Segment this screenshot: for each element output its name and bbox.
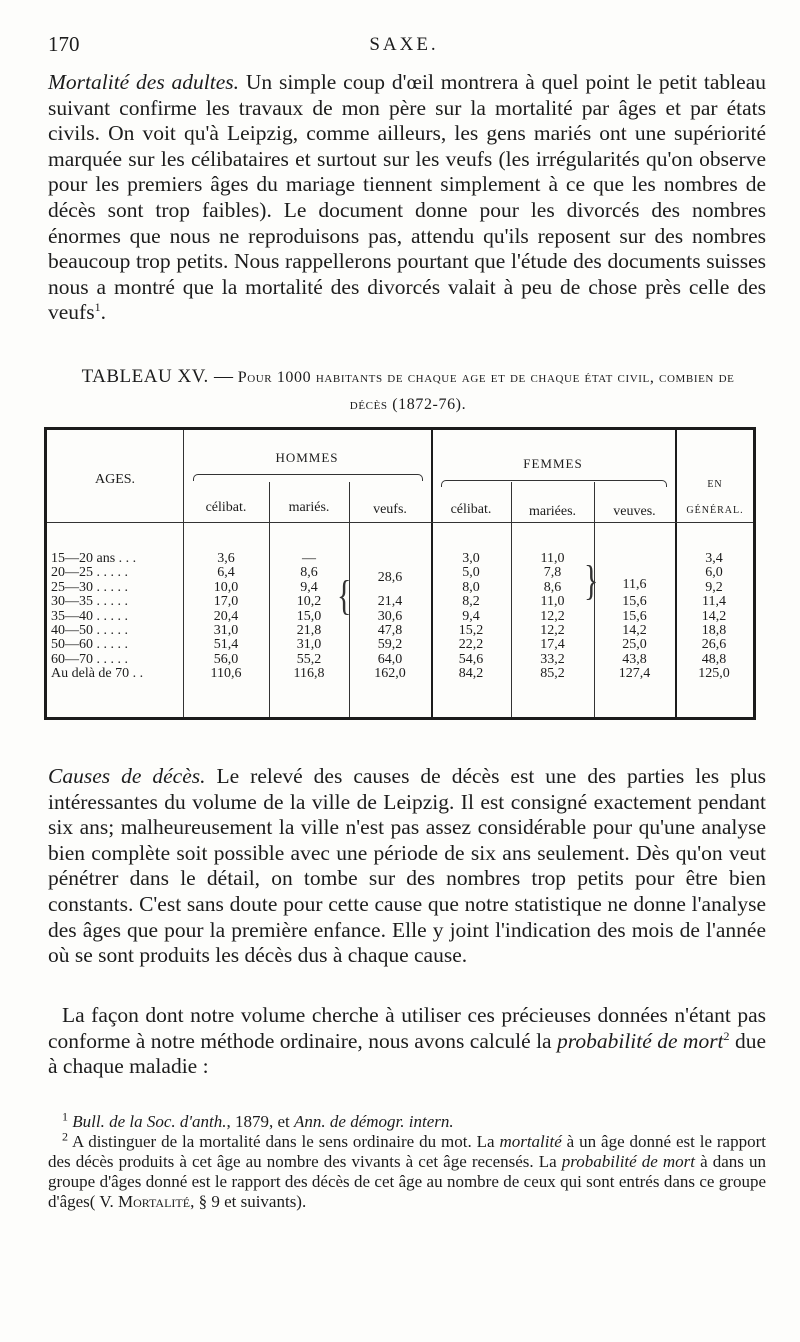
table-cell-g: 11,4 [702,594,726,610]
header-hommes: HOMMES [275,450,339,465]
table-cell-fv: 127,4 [618,666,651,682]
table-cell-g: 125,0 [698,666,730,682]
table-cell-hm: 9,4 [300,579,318,595]
table-caption-text: Pour 1000 habitants de chaque age et de chaque état civil, combien de décès (1872-76). [237,369,735,413]
table-row [47,610,753,624]
header-ages: AGES. [94,472,136,487]
header-femmes: FEMMES [523,456,583,471]
subheader-hommes-veufs: veufs. [373,502,407,517]
paragraph-causes-deces [48,764,766,969]
table-cell-hm: 10,2 [296,594,322,610]
table-cell-fv: 15,6 [622,594,647,610]
table-cell-hm: 31,0 [296,637,322,653]
table-cell-hv: 47,8 [377,623,403,638]
table-cell-g: 18,8 [701,623,727,638]
footnote-1: $^1$ Bull. de la Soc. d'anth., 1879, et Ann. de démogr. intern. [62,1109,454,1131]
table-cell-fm: 85,2 [540,666,565,682]
table-cell-hm: — [302,551,316,566]
page-number: 170 [48,32,80,56]
table-cell-fm: 11,0 [540,594,565,610]
emphasis: probabilité de mort [557,1028,724,1053]
table-cell-fc: 9,4 [462,608,480,624]
table-cell-hv: 21,4 [377,594,403,610]
table-cell-fc: 5,0 [462,565,480,581]
header-en-general: EN GÉNÉRAL. [686,479,744,516]
table-cell-age: 30—35 . . . . . [51,594,128,610]
table-cell-age: 40—50 . . . . . [51,623,128,638]
group-brace [441,480,667,487]
table-cell-fm: 8,6 [543,579,562,595]
table-cell-hv: 59,2 [377,637,403,653]
table-cell-age: 25—30 . . . . . [51,579,128,595]
table-caption-label: TABLEAU XV. — [81,366,234,387]
table-cell-hv: 30,6 [377,608,403,624]
footnote-2: $^2$ A distinguer de la mortalité dans le sens ordinaire du mot. La mortalité à un âge donné est le rapport des décès produits à cet âge au nombre des vivants à cet âge recensés. La probabilité de mort à dans un groupe d'âges donné est le rapport des décès de cet âge au nombre de ceux qui sont entrés dans ce groupe d'âges( V. Mortalité, § 9 et suivants). [48,1129,766,1211]
table-caption [78,364,738,418]
table-cell-age: Au delà de 70 . . [51,666,144,682]
paragraph-probabilite: La façon dont notre volume cherche à utiliser ces précieuses données n'étant pas conforme à notre méthode ordinaire, nous avons calculé la probabilité de mort$^2$ due à chaque maladie : [48,1003,766,1079]
table-cell-age: 35—40 . . . . . [51,608,128,624]
merge-brace: } [584,558,599,605]
table-row [47,638,753,652]
table-cell-fm: 17,4 [540,637,565,653]
subheader-hommes-celibat: célibat. [205,500,247,515]
table-cell-fv: 15,6 [622,608,647,624]
mortality-table [44,427,756,720]
table-row [47,667,753,681]
table-cell-fm: 11,0 [540,551,565,566]
subheader-femmes-mariees: mariées. [528,504,577,519]
table-cell-hc: 17,0 [213,594,239,610]
table-cell-hc: 51,4 [213,637,239,653]
table-cell-fc: 22,2 [458,637,484,653]
table-row [47,595,753,609]
header-divider [47,522,753,523]
table-cell-hc: 110,6 [210,666,242,682]
table-cell-age: 20—25 . . . . . [51,565,128,581]
table-cell-hc: 3,6 [217,551,235,566]
footnote-ref: 1 [94,300,101,315]
table-cell-fc: 15,2 [458,623,484,638]
table-cell-hc: 20,4 [213,608,239,624]
table-cell-g: 9,2 [705,579,723,595]
table-cell-age: 60—70 . . . . . [51,651,128,667]
table-row [47,653,753,667]
paragraph-lead: Causes de décès. [48,764,206,788]
table-row [47,552,753,566]
table-row [47,624,753,638]
merged-veufs-value: 28,6 [377,570,403,585]
table-cell-age: 15—20 ans . . . [51,551,137,566]
table-cell-g: 48,8 [701,651,727,667]
table-cell-hm: 8,6 [300,565,318,581]
table-cell-age: 50—60 . . . . . [51,637,128,653]
footnote-ref: 2 [723,1028,730,1043]
table-cell-hc: 56,0 [213,651,239,667]
subheader-femmes-veuves: veuves. [613,504,656,519]
table-cell-fv: 25,0 [622,637,647,653]
subheader-femmes-celibat: célibat. [450,502,492,517]
table-cell-g: 6,0 [705,565,723,581]
merged-veuves-value: 11,6 [622,577,647,592]
table-cell-hm: 15,0 [296,608,322,624]
paragraph-text: Le relevé des causes de décès est une des parties les plus intéressantes du volume de la ville de Leipzig. Il est consigné exactement pendant six ans; malheureusement la ville n'est pas assez considérable pour qu'une analyse bien complète soit possible avec une période de six ans seulement. Dès qu'on veut pénétrer dans le détail, on tombe sur des nombres trop petits pour être bien constants. C'est sans doute pour cette cause que notre statistique ne donne l'analyse des âges que pour la première enfance. Elle y joint l'indication des mois de l'année où se sont produits les décès dus à chaque cause. [48,764,766,968]
table-cell-fv: 14,2 [622,623,647,638]
table-cell-fm: 12,2 [540,608,565,624]
group-brace [193,474,423,481]
table-cell-fc: 3,0 [462,551,480,566]
table-cell-g: 14,2 [701,608,727,624]
paragraph-lead: Mortalité des adultes. [48,70,240,94]
table-cell-fm: 12,2 [540,623,565,638]
paragraph-mortalite-adultes: Mortalité des adultes. Un simple coup d'œil montrera à quel point le petit tableau suivant confirme les travaux de mon père sur la mortalité par âges et par états civils. On voit qu'à Leipzig, comme ailleurs, les gens mariés ont une supériorité marquée sur les célibataires et surtout sur les veufs (les irrégularités qu'on observe pour les premiers âges du mariage tiennent simplement à ce que les nombres de décès sont trop faibles). Le document donne pour les divorcés des nombres énormes que nous ne reproduisons pas, attendu qu'ils reposent sur des nombres beaucoup trop petits. Nous rappellerons pourtant que l'étude des documents suisses nous a montré que la mortalité des divorcés valait à peu de chose près celle des veufs$^1$. [48,70,766,325]
table-cell-hc: 6,4 [217,565,235,581]
table-cell-fc: 54,6 [458,651,484,667]
footnotes [48,1109,766,1212]
table-cell-fc: 8,2 [462,594,480,610]
table-cell-hm: 21,8 [296,623,322,638]
table-cell-fc: 84,2 [458,666,484,682]
running-head [48,32,760,60]
table-cell-fv: 43,8 [622,651,647,667]
table-cell-fm: 7,8 [543,565,562,581]
table-cell-hm: 55,2 [296,651,322,667]
subheader-hommes-maries: mariés. [288,500,330,515]
table-cell-fm: 33,2 [540,651,565,667]
paragraph-text: La façon dont notre volume cherche à utiliser ces précieuses données n'étant pas conforme à notre méthode ordinaire, nous avons calculé la [48,1003,766,1053]
table-cell-hv: 64,0 [377,651,403,667]
table-cell-hm: 116,8 [293,666,325,682]
merge-brace: { [337,573,352,620]
running-title: SAXE. [369,34,439,55]
table-cell-hc: 10,0 [213,579,239,595]
table-cell-fc: 8,0 [462,579,480,595]
table-cell-hv: 162,0 [374,666,406,682]
paragraph-text: Un simple coup d'œil montrera à quel point le petit tableau suivant confirme les travaux de mon père sur la mortalité par âges et par états civils. On voit qu'à Leipzig, comme ailleurs, les gens mariés ont une supériorité marquée sur les célibataires et surtout sur les veufs (les irrégularités qu'on observe pour les premiers âges du mariage tiennent simplement à ce que les nombres de décès sont trop faibles). Le document donne pour les divorcés des nombres énormes que nous ne reproduisons pas, attendu qu'ils reposent sur des nombres beaucoup trop petits. Nous rappellerons pourtant que l'étude des documents suisses nous a montré que la mortalité des divorcés valait à peu de chose près celle des veufs [48,70,766,325]
table-cell-g: 3,4 [705,551,723,566]
table-cell-g: 26,6 [701,637,727,653]
table-cell-hc: 31,0 [213,623,239,638]
